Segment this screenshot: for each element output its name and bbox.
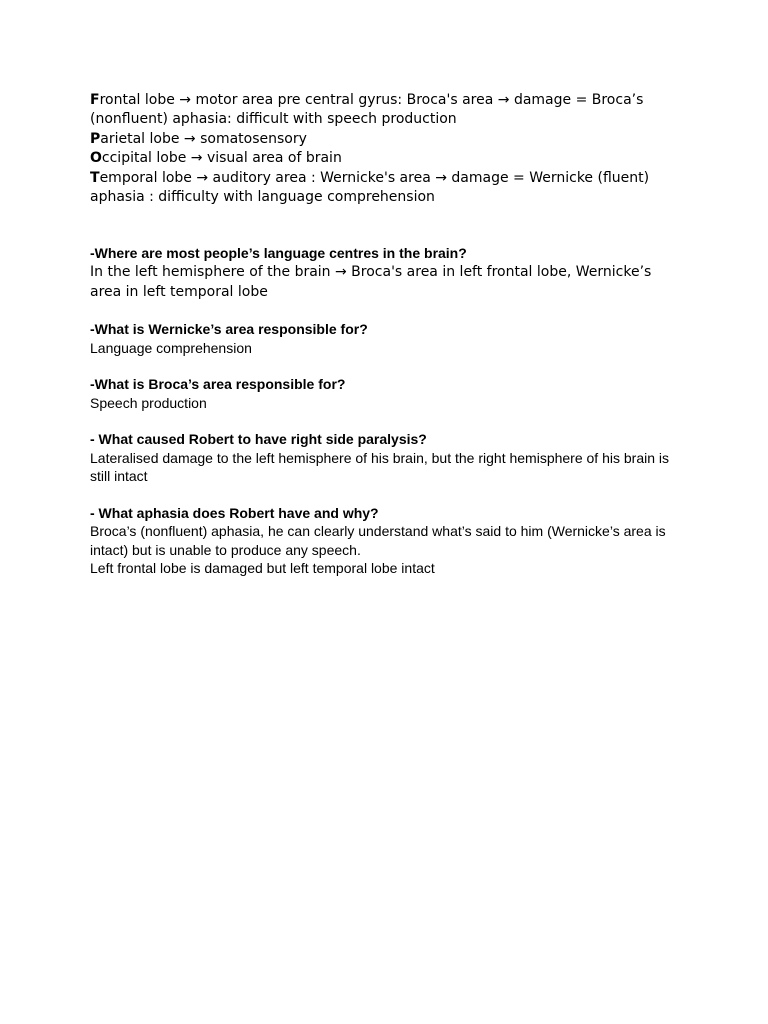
qa-language-centres [90,244,680,302]
lobe-occipital [90,149,680,168]
lobe-initial: O [90,150,102,167]
lobe-temporal [90,169,680,208]
question-heading: - What caused Robert to have right side paralysis? [90,431,427,448]
document-page [90,91,680,578]
answer-text-followup: Left frontal lobe is damaged but left temporal lobe intact [90,560,435,577]
qa-paralysis [90,430,680,486]
lobe-parietal [90,130,680,149]
lobe-description: emporal lobe → auditory area : Wernicke's area → damage = Wernicke (fluent) aphasia : difficulty with language comprehension [90,169,650,206]
answer-text: Speech production [90,394,207,411]
question-heading: -What is Wernicke’s area responsible for? [90,321,368,338]
lobe-description: rontal lobe → motor area pre central gyrus: Broca's area → damage = Broca’s (nonfluent) aphasia: difficult with speech production [90,92,644,128]
lobe-list [90,91,680,207]
answer-text: Broca’s (nonfluent) aphasia, he can clearly understand what’s said to him (Wernicke’s area is intact) but is unable to produce any speech. [90,523,666,558]
answer-text: In the left hemisphere of the brain → Broca's area in left frontal lobe, Wernicke’s area in left temporal lobe [90,263,652,300]
qa-aphasia [90,504,680,578]
answer-text: Language comprehension [90,339,252,356]
qa-broca [90,375,680,412]
question-heading: -Where are most people’s language centres in the brain? [90,245,467,262]
lobe-description: ccipital lobe → visual area of brain [101,150,342,167]
lobe-description: arietal lobe → somatosensory [100,130,307,147]
question-heading: -What is Broca’s area responsible for? [90,376,346,393]
lobe-initial: T [90,169,100,186]
question-heading: - What aphasia does Robert have and why? [90,504,379,521]
qa-wernicke [90,320,680,357]
lobe-initial: P [90,130,101,147]
lobe-initial: F [90,92,100,108]
answer-text: Lateralised damage to the left hemisphere of his brain, but the right hemisphere of his brain is still intact [90,449,669,485]
lobe-frontal [90,91,680,130]
